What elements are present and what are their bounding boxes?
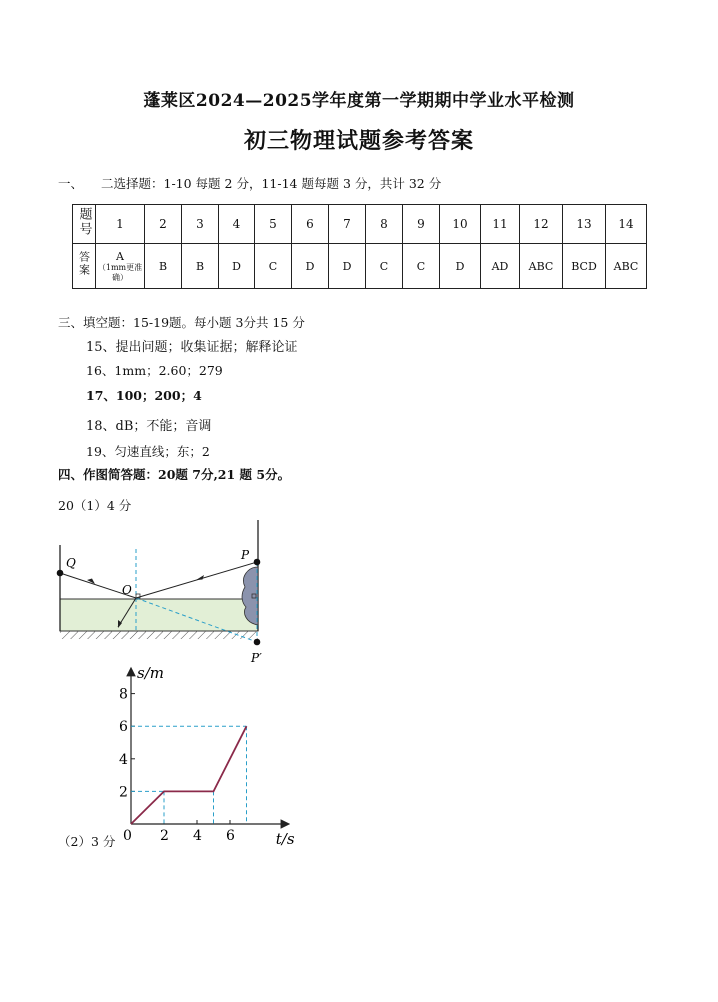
table-cell-number-8: 8	[366, 205, 403, 244]
table-header-answer	[73, 244, 96, 289]
table-header-number	[73, 205, 96, 244]
table-cell-number-11: 11	[481, 205, 520, 244]
point-q-dot	[57, 570, 64, 577]
table-cell-answer-8: C	[366, 244, 403, 289]
answer-16: 16、1mm；2.60；279	[86, 363, 223, 378]
x-axis-label: t/s	[275, 830, 295, 848]
table-cell-number-6: 6	[292, 205, 329, 244]
optics-diagram	[50, 515, 290, 670]
table-cell-number-2: 2	[145, 205, 182, 244]
table-cell-answer-2: B	[145, 244, 182, 289]
x-tick-label-0: 0	[123, 828, 132, 844]
table-cell-answer-6: D	[292, 244, 329, 289]
table-cell-number-10: 10	[440, 205, 481, 244]
table-header-answer-text: 答案	[77, 251, 91, 277]
label-q: Q	[66, 556, 76, 570]
table-cell-answer-10: D	[440, 244, 481, 289]
document-title: 蓬莱区2024—2025学年度第一学期期中学业水平检测	[143, 91, 575, 111]
y-tick-label-2: 2	[119, 784, 128, 801]
answer-15: 15、提出问题；收集证据；解释论证	[86, 340, 298, 355]
answer-19: 19、匀速直线；东；2	[86, 444, 210, 459]
table-cell-number-14: 14	[606, 205, 647, 244]
table-cell-answer-9: C	[403, 244, 440, 289]
label-o: O	[122, 583, 132, 597]
table-cell-number-3: 3	[182, 205, 219, 244]
answer-1-letter: A	[116, 249, 124, 263]
table-cell-answer-12: ABC	[520, 244, 563, 289]
table-row-numbers	[73, 205, 647, 244]
water-region	[60, 599, 258, 631]
y-tick-label-6: 6	[119, 719, 128, 736]
table-cell-number-7: 7	[329, 205, 366, 244]
table-cell-number-13: 13	[563, 205, 606, 244]
s-t-chart	[95, 660, 310, 850]
y-axis-label: s/m	[137, 664, 164, 682]
incident-ray	[136, 562, 257, 598]
answer-18: 18、dB；不能；音调	[86, 419, 212, 434]
q20-part2-label: （2）3 分	[58, 834, 116, 849]
x-tick-label-4: 4	[193, 828, 202, 844]
table-cell-answer-13: BCD	[563, 244, 606, 289]
label-p-prime: P′	[251, 651, 262, 665]
table-cell-number-12: 12	[520, 205, 563, 244]
document-subtitle: 初三物理试题参考答案	[243, 128, 474, 154]
section4-title: 四、作图简答题：20题 7分,21 题 5分。	[58, 467, 291, 482]
table-cell-answer-11: AD	[481, 244, 520, 289]
point-p-dot	[254, 559, 261, 566]
table-row-answers	[73, 244, 647, 289]
table-cell-answer-1	[96, 244, 145, 289]
section1-heading	[58, 174, 441, 192]
table-cell-answer-7: D	[329, 244, 366, 289]
answer-1-note: （1mm更准确）	[97, 262, 143, 282]
x-tick-label-2: 2	[160, 828, 169, 844]
incident-arrow	[196, 575, 204, 580]
section1-text: 二选择题：1-10 每题 2 分，11-14 题每题 3 分，共计 32 分	[101, 176, 442, 191]
table-cell-answer-4: D	[219, 244, 255, 289]
section1-label: 一、	[58, 176, 84, 191]
point-p-prime-dot	[254, 639, 261, 646]
table-cell-answer-14: ABC	[606, 244, 647, 289]
series-line	[131, 726, 247, 824]
table-cell-number-4: 4	[219, 205, 255, 244]
table-cell-number-9: 9	[403, 205, 440, 244]
ground-hatch	[60, 631, 258, 639]
table-cell-answer-3: B	[182, 244, 219, 289]
y-tick-label-4: 4	[119, 751, 128, 768]
table-cell-number-5: 5	[255, 205, 292, 244]
x-tick-label-6: 6	[226, 828, 235, 844]
table-cell-number-1: 1	[96, 205, 145, 244]
q20-part1-label: 20（1）4 分	[58, 498, 132, 513]
y-tick-label-8: 8	[119, 686, 128, 703]
answer-17: 17、100；200；4	[86, 388, 202, 403]
answer-table	[72, 204, 647, 289]
table-header-number-text: 题号	[76, 207, 92, 237]
table-cell-answer-5: C	[255, 244, 292, 289]
label-p: P	[241, 548, 250, 562]
section3-title: 三、填空题：15-19题。每小题 3分共 15 分	[58, 315, 305, 330]
